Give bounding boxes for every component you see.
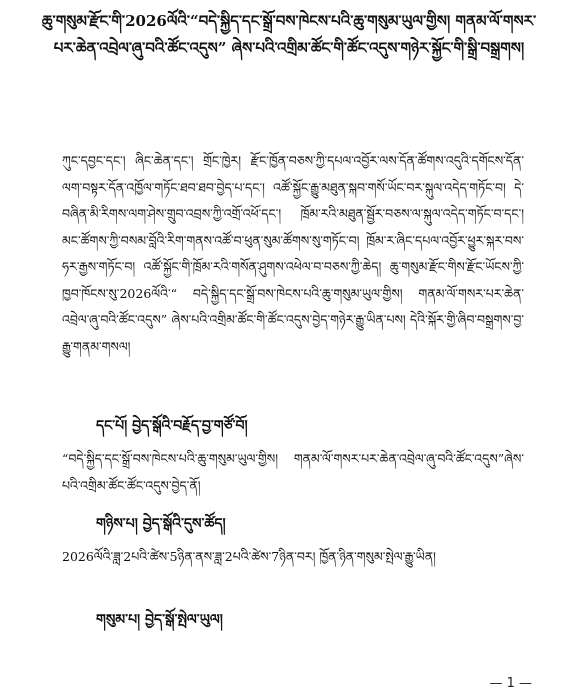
page-number: — 1 —: [489, 676, 532, 691]
section3-heading: གསུམ་པ། བྱེད་སྒོ་སྤེལ་ཡུལ།: [96, 612, 223, 628]
section1-text: “བདེ་སྐྱིད་དང་སྒྲོ་བས་ཁེངས་པའི་ཆུ་གསུམ་ཡུལ་གྱིས། གནམ་ལོ་གསར་པར་ཆེན་འབྲེལ་ཞུ་བའི་ཚོང་འདུས”ཞེས་པའི་འགྲིམ་ཚོང་ཚོང་འདུས་བྱེད་ནོ།: [62, 451, 524, 493]
section1-heading: དང་པོ། བྱེད་སྒོའི་བརྗོད་བྱ་གཙོ་བོ།: [96, 418, 248, 434]
document-title: ཆུ་གསུམ་རྫོང་གི་2026ལོའི་“བདེ་སྐྱིད་དང་སྒྲོ་བས་ཁེངས་པའི་ཆུ་གསུམ་ཡུལ་གྱིས། གནམ་ལོ་གསར་པར་ཆེན་འབྲེལ་ཞུ་བའི་ཚོང་འདུས” ཞེས་པའི་འགྲིམ་ཚོང་གི་ཚོང་འདུས་གཉེར་སྐྱོང་གི་སྒྲི་བསྒྲགས།: [41, 12, 537, 57]
intro-paragraph: ཀུང་དབྱང་དང་། ཞིང་ཆེན་དང་། གྲོང་ཁྱེར། རྫོང་ཁྱོན་བཅས་ཀྱི་དཔལ་འབྱོར་ལས་དོན་ཚོགས་འདུའི་དགོངས་དོན་ལག་བསྟར་དོན་འཁྱོལ་གཏོང་ཐབ་ཐབ་བྱེད་པ་དང་། འཚོ་སྐྱོང་རྒྱུ་མཐུན་སྐབ་གསོ་ཡོང་བར་སྐུལ་འདེད་གཏོང་བ། དེ་བཞིན་མི་རིགས་ལག་ཤེས་གྲུབ་འབྲས་ཀྱི་འགྲོ་འཕོ་དང་། ཁྲོམ་རའི་མཐུན་སྦྱོར་བཅས་ལ་སྐུལ་འདེད་གཏོང་བ་དང་། མང་ཚོགས་ཀྱི་བསམ་བློའི་རིག་གནས་འཚོ་བ་ཕུན་སུམ་ཚོགས་སུ་གཏོང་བ། ཁྲོམ་ར་ཞིང་དཔལ་འབྱོར་ཕྱུར་སྐར་བས་ཧར་རྒྱས་གཏོང་བ། འཚོ་སྐྱོང་གི་ཁྲོམ་རའི་གསོན་ཤུགས་འཕེལ་བ་བཅས་ཀྱི་ཆེད། ཆུ་གསུམ་རྫོང་གིས་རྫོང་ཡོངས་ཀྱི་ཁྱབ་ཁོངས་སུ་2026ལོའི་“ བདེ་སྐྱིད་དང་སྒྲོ་བས་ཁེངས་པའི་ཆུ་གསུམ་ཡུལ་གྱིས། གནམ་ལོ་གསར་པར་ཆེན་འབྲེལ་ཞུ་བའི་ཚོང་འདུས” ཞེས་པའི་འགྲིམ་ཚོང་གི་ཚོང་འདུས་བྱེད་གཉེར་རྒྱུ་ཡིན་པས། དེའི་སྐོར་གྱི་ཞིབ་བསྒྲགས་བྱ་རྒྱུ་གནམ་གསལ།: [62, 153, 524, 354]
section2-text: 2026ལོའི་ཟླ་2པའི་ཚེས་5ཉིན་ནས་ཟླ་2པའི་ཚེས་7ཉིན་བར། ཁྱོན་ཉིན་གསུམ་སྤེལ་རྒྱུ་ཡིན།: [62, 549, 436, 564]
section2-heading: གཉིས་པ། བྱེད་སྒོའི་དུས་ཚོད།: [96, 516, 226, 532]
